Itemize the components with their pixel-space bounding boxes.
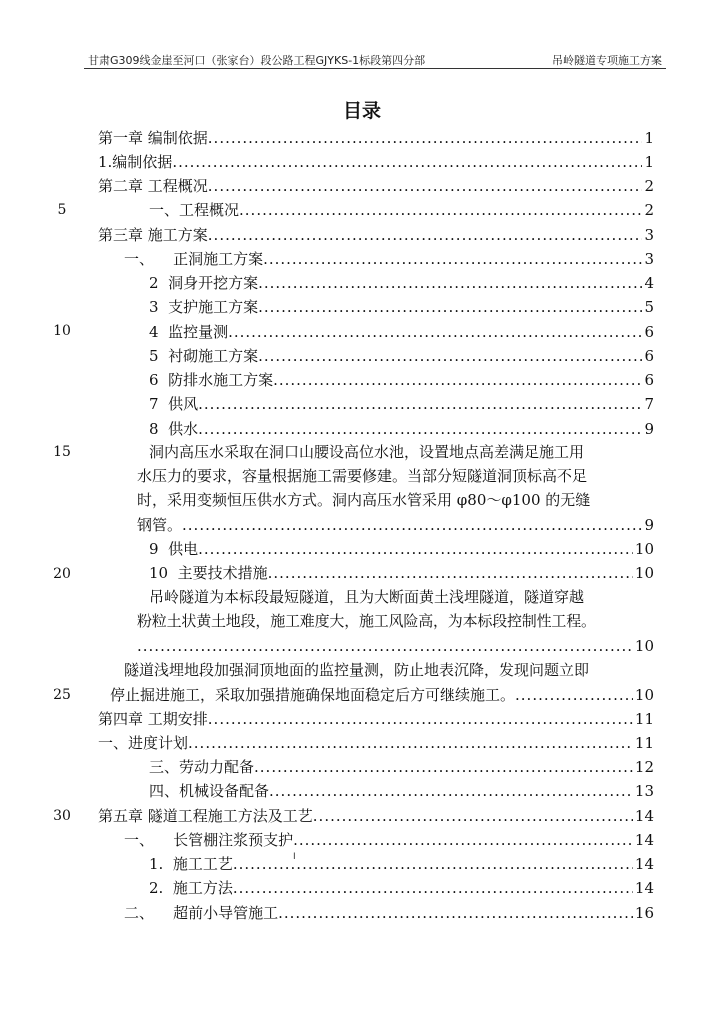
toc-entry[interactable]: 四、机械设备配备 ..... 13 [149, 780, 654, 802]
toc-entry[interactable]: 1.编制依据 ..... 1 [98, 151, 654, 173]
toc-entry[interactable]: 二、 超前小导管施工 ..... 16 [124, 902, 654, 924]
toc-entry[interactable]: ..... 10 [137, 635, 654, 657]
toc-entry[interactable]: 停止掘进施工，采取加强措施确保地面稳定后方可继续施工。 ..... 10 [110, 684, 654, 706]
toc-entry[interactable]: 一、 正洞施工方案 ..... 3 [124, 248, 654, 270]
toc-entry[interactable]: 第四章 工期安排 ..... 11 [98, 708, 654, 730]
toc-entry[interactable]: 一、工程概况 ..... 2 [149, 199, 654, 221]
body-paragraph-line: 时，采用变频恒压供水方式。洞内高压水管采用 φ80～φ100 的无缝 [137, 491, 591, 509]
line-number: 15 [53, 444, 71, 460]
toc-entry[interactable]: 1. 施工工艺 ..... 14 [149, 853, 654, 875]
toc-entry[interactable]: 2. 施工方法 ..... 14 [149, 877, 654, 899]
line-number: 5 [57, 202, 67, 218]
body-paragraph-line: 吊岭隧道为本标段最短隧道，且为大断面黄土浅埋隧道，隧道穿越 [149, 588, 585, 606]
toc-entry[interactable]: 10 主要技术措施 ..... 10 [149, 562, 654, 584]
toc-entry[interactable]: 7 供风 ..... 7 [149, 393, 654, 415]
toc-entry[interactable]: 钢管。 ..... 9 [137, 514, 654, 536]
header-right-text: 吊岭隧道专项施工方案 [552, 54, 662, 67]
header-divider [84, 68, 666, 69]
toc-entry[interactable]: 第一章 编制依据 ..... 1 [98, 127, 654, 149]
toc-entry[interactable]: 一、进度计划 ..... 11 [98, 732, 654, 754]
line-number: 30 [53, 808, 71, 824]
body-paragraph-line: 粉粒土状黄土地段，施工难度大，施工风险高，为本标段控制性工程。 [137, 612, 596, 630]
toc-entry[interactable]: 2 洞身开挖方案 ..... 4 [149, 272, 654, 294]
toc-entry[interactable]: 8 供水 ..... 9 [149, 418, 654, 440]
toc-entry[interactable]: 4 监控量测 ..... 6 [149, 321, 654, 343]
header-left-text: 甘肃G309线金崖至河口（张家台）段公路工程GJYKS-1标段第四分部 [88, 54, 426, 67]
toc-entry[interactable]: 第五章 隧道工程施工方法及工艺 ..... 14 [98, 805, 654, 827]
body-paragraph-line: 水压力的要求，容量根据施工需要修建。当部分短隧道洞顶标高不足 [137, 467, 588, 485]
toc-entry[interactable]: 第三章 施工方案 ..... 3 [98, 224, 654, 246]
page-title: 目录 [342, 100, 381, 122]
toc-entry[interactable]: 9 供电 ..... 10 [149, 538, 654, 560]
line-number: 20 [53, 566, 71, 582]
toc-entry[interactable]: 三、劳动力配备 ..... 12 [149, 756, 654, 778]
toc-entry[interactable]: 6 防排水施工方案 ..... 6 [149, 369, 654, 391]
body-paragraph-line: 隧道浅埋地段加强洞顶地面的监控量测，防止地表沉降，发现问题立即 [124, 661, 590, 679]
body-paragraph-line: 洞内高压水采取在洞口山腰设高位水池，设置地点高差满足施工用 [149, 443, 585, 461]
toc-entry[interactable]: 3 支护施工方案 ..... 5 [149, 296, 654, 318]
toc-entry[interactable]: 第二章 工程概况 ..... 2 [98, 175, 654, 197]
text-cursor-icon: I [293, 852, 296, 862]
toc-entry[interactable]: 5 衬砌施工方案 ..... 6 [149, 345, 654, 367]
toc-entry[interactable]: 一、 长管棚注浆预支护 ..... 14 [124, 829, 654, 851]
line-number: 10 [53, 323, 71, 339]
line-number: 25 [53, 687, 71, 703]
page-header [84, 46, 666, 66]
